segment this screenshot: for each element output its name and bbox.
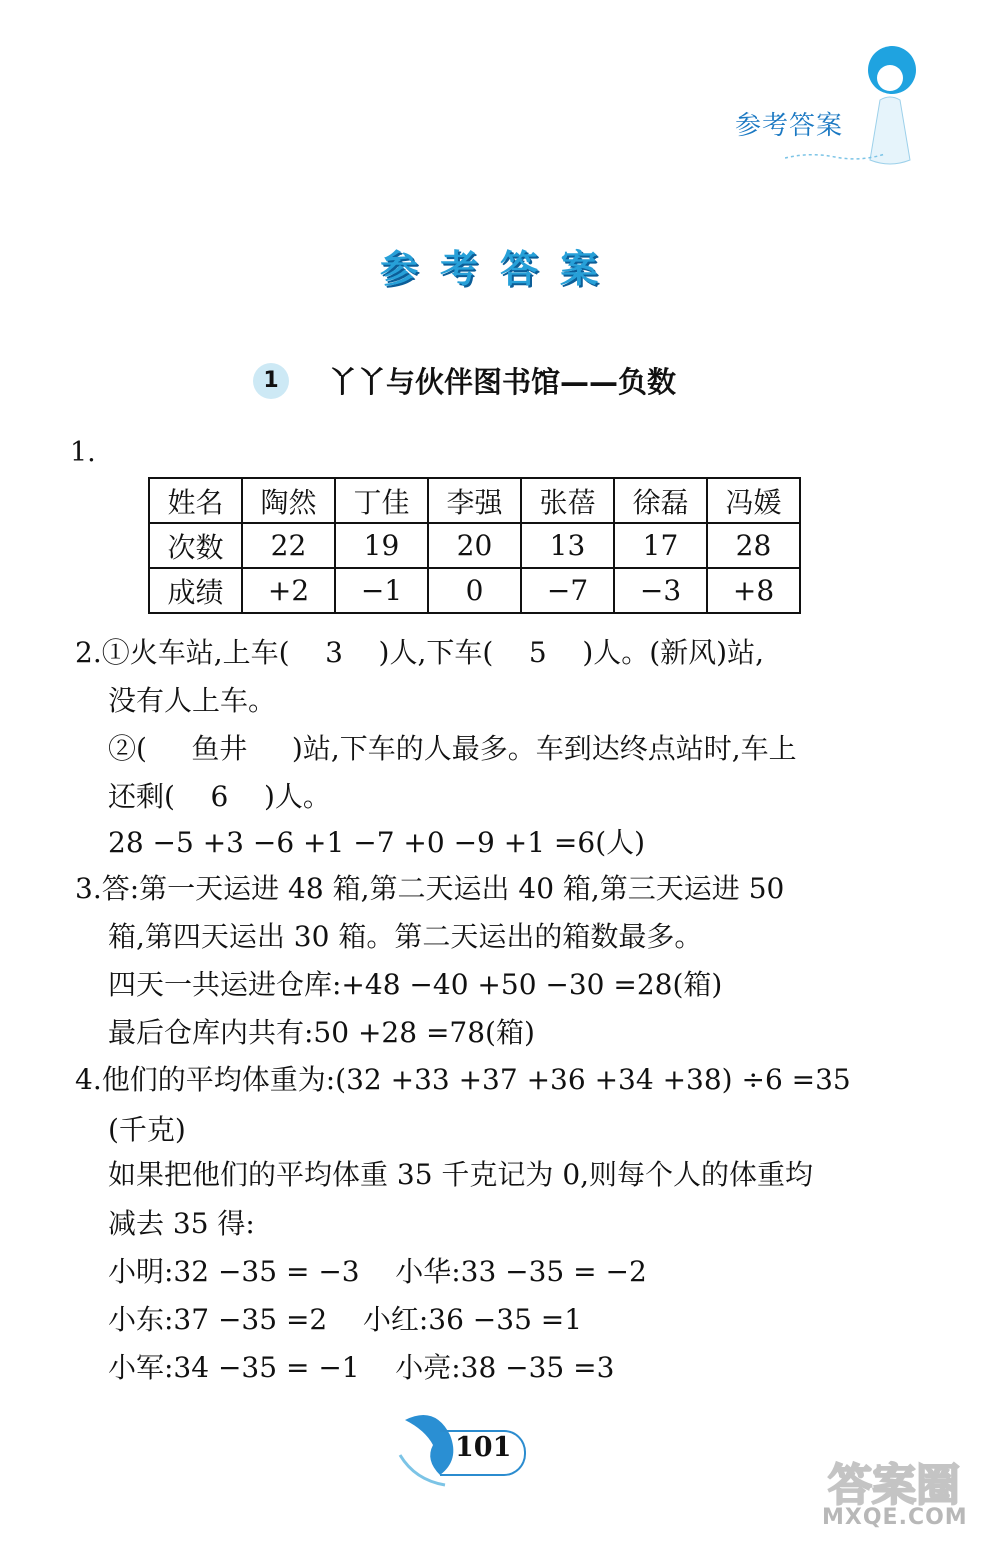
answer-line: ②( 鱼井 )站,下车的人最多。车到达终点站时,车上 [108, 732, 797, 765]
table-cell: 丁佳 [335, 478, 428, 523]
answer-line: 最后仓库内共有:50 +28 =78(箱) [108, 1016, 535, 1049]
table-row [149, 568, 800, 613]
answer-line: 小明:32 −35 = −3 小华:33 −35 = −2 [108, 1255, 647, 1288]
header-tag: 参考答案 [735, 111, 844, 141]
table-cell: 22 [242, 523, 335, 568]
table-cell: +8 [707, 568, 800, 613]
answer-line: 28 −5 +3 −6 +1 −7 +0 −9 +1 =6(人) [108, 826, 646, 859]
sparkle-decoration-icon [785, 148, 885, 162]
table-cell: 20 [428, 523, 521, 568]
table-cell: 姓名 [149, 478, 242, 523]
table-row [149, 478, 800, 523]
table-cell: 19 [335, 523, 428, 568]
table-row [149, 523, 800, 568]
answer-line: 如果把他们的平均体重 35 千克记为 0,则每个人的体重均 [108, 1158, 814, 1191]
page-title: 参考答案 [379, 247, 620, 291]
table-cell: 李强 [428, 478, 521, 523]
answer-line: 4.他们的平均体重为:(32 +33 +37 +36 +34 +38) ÷6 =35 [75, 1063, 851, 1096]
page-number: 101 [455, 1432, 512, 1463]
table-cell: −7 [521, 568, 614, 613]
table-cell: −3 [614, 568, 707, 613]
score-table [148, 477, 801, 614]
table-cell: 0 [428, 568, 521, 613]
table-cell: 徐磊 [614, 478, 707, 523]
answer-line: 小东:37 −35 =2 小红:36 −35 =1 [108, 1303, 583, 1336]
question-1-label: 1. [70, 437, 96, 468]
watermark-logo-text: 答案圈 [828, 1460, 960, 1511]
table-cell: −1 [335, 568, 428, 613]
table-cell: 13 [521, 523, 614, 568]
answer-line: 还剩( 6 )人。 [108, 780, 331, 813]
table-cell: 次数 [149, 523, 242, 568]
table-cell: 冯媛 [707, 478, 800, 523]
table-cell: +2 [242, 568, 335, 613]
table-cell: 张蓓 [521, 478, 614, 523]
table-cell: 28 [707, 523, 800, 568]
table-cell: 陶然 [242, 478, 335, 523]
answer-line: 箱,第四天运出 30 箱。第二天运出的箱数最多。 [108, 920, 703, 953]
answer-line: 2.①火车站,上车( 3 )人,下车( 5 )人。(新风)站, [75, 636, 764, 669]
answer-line: 没有人上车。 [108, 684, 277, 717]
table-cell: 17 [614, 523, 707, 568]
answer-line: (千克) [108, 1113, 186, 1146]
answer-line: 3.答:第一天运进 48 箱,第二天运出 40 箱,第三天运进 50 [75, 872, 785, 905]
section-title: 丫丫与伙伴图书馆——负数 [328, 365, 677, 399]
section-number-badge: 1 [253, 363, 289, 399]
watermark-text: MXQE.COM [822, 1505, 968, 1530]
answer-line: 小军:34 −35 = −1 小亮:38 −35 =3 [108, 1351, 615, 1384]
table-cell: 成绩 [149, 568, 242, 613]
answer-line: 减去 35 得: [108, 1207, 255, 1240]
answer-line: 四天一共运进仓库:+48 −40 +50 −30 =28(箱) [108, 968, 723, 1001]
